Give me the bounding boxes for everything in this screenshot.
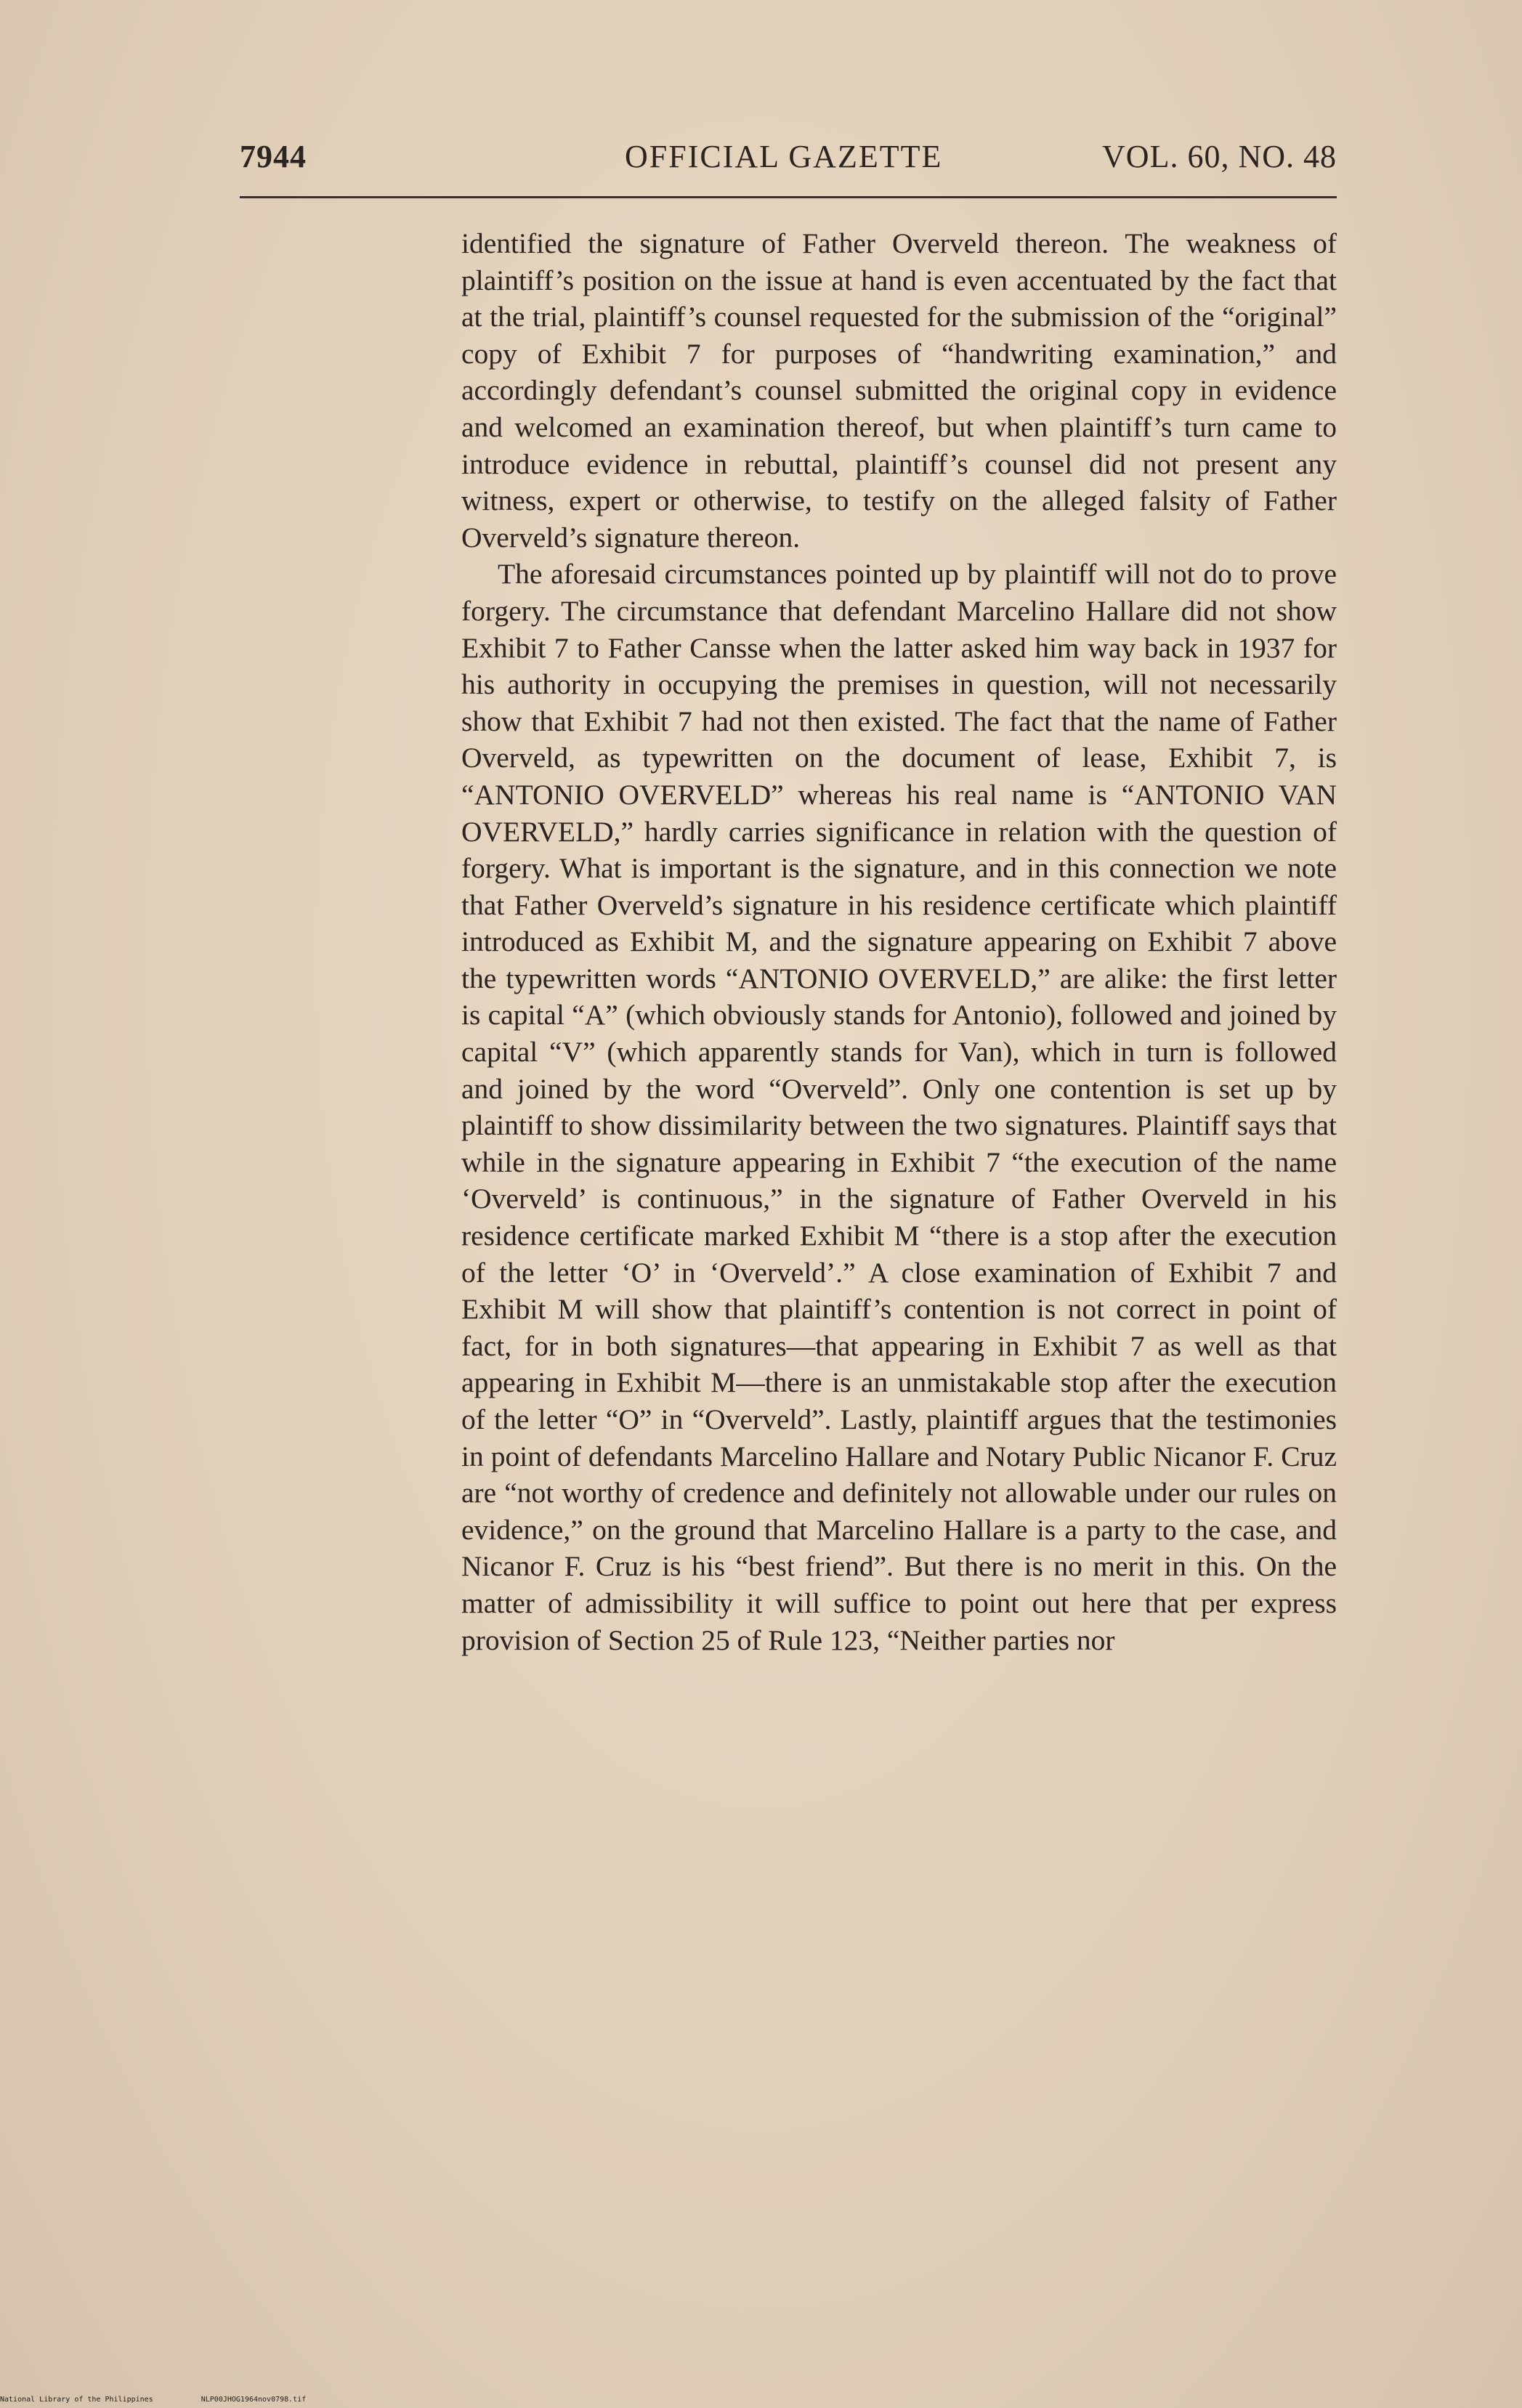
file-name: NLP00JHOG1964nov0798.tif	[201, 2396, 307, 2404]
header-rule	[240, 196, 1337, 198]
paragraph-1: identified the signature of Father Overveld thereon. The weakness of plaintiff’s position on the issue at hand is even accentuated by the fact that at the trial, plaintiff’s counsel requested for the submission of the “original” copy of Exhibit 7 for purposes of “handwriting examination,” and accordingly defendant’s counsel submitted the original copy in evidence and welcomed an examination thereof, but when plaintiff’s turn came to introduce evidence in rebuttal, plaintiff’s counsel did not present any witness, expert or otherwise, to testify on the alleged falsity of Father Overveld’s signature thereon.	[461, 227, 1337, 554]
volume-info: VOL. 60, NO. 48	[1102, 139, 1337, 174]
paragraph-2: The aforesaid circumstances pointed up by plaintiff will not do to prove forgery. The circumstance that defendant Marcelino Hallare did not show Exhibit 7 to Father Cansse when the latter asked him way back in 1937 for his authority in occupying the premises in question, will not necessarily show that Exhibit 7 had not then existed. The fact that the name of Father Overveld, as typewritten on the document of lease, Exhibit 7, is “ANTONIO OVERVELD” whereas his real name is “ANTONIO VAN OVERVELD,” hardly carries significance in relation with the question of forgery. What is important is the signature, and in this connection we note that Father Overveld’s signature in his residence certificate which plaintiff introduced as Exhibit M, and the signature appearing on Exhibit 7 above the typewritten words “ANTONIO OVERVELD,” are alike: the first letter is capital “A” (which obviously stands for Antonio), followed and joined by capital “V” (which apparently stands for Van), which in turn is followed and joined by the word “Overveld”. Only one contention is set up by plaintiff to show dissimilarity between the two signatures. Plaintiff says that while in the signature appearing in Exhibit 7 “the execution of the name ‘Overveld’ is continuous,” in the signature of Father Overveld in his residence certificate marked Exhibit M “there is a stop after the execution of the letter ‘O’ in ‘Overveld’.” A close examination of Exhibit 7 and Exhibit M will show that plaintiff’s contention is not correct in point of fact, for in both signatures—that appearing in Exhibit 7 as well as that appearing in Exhibit M—there is an unmistakable stop after the execution of the letter “O” in “Overveld”. Lastly, plaintiff argues that the testimonies in point of defendants Marcelino Hallare and Notary Public Nicanor F. Cruz are “not worthy of credence and definitely not allowable under our rules on evidence,” on the ground that Marcelino Hallare is a party to the case, and Nicanor F. Cruz is his “best friend”. But there is no merit in this. On the matter of admissibility it will suffice to point out here that per express provision of Section 25 of Rule 123, “Neither parties nor	[461, 558, 1337, 1656]
library-name: National Library of the Philippines	[0, 2396, 153, 2404]
journal-title: OFFICIAL GAZETTE	[625, 139, 943, 174]
scan-footer	[0, 2396, 349, 2404]
page-number: 7944	[240, 139, 307, 174]
page-header	[240, 138, 1337, 182]
body-text	[461, 225, 1337, 1658]
